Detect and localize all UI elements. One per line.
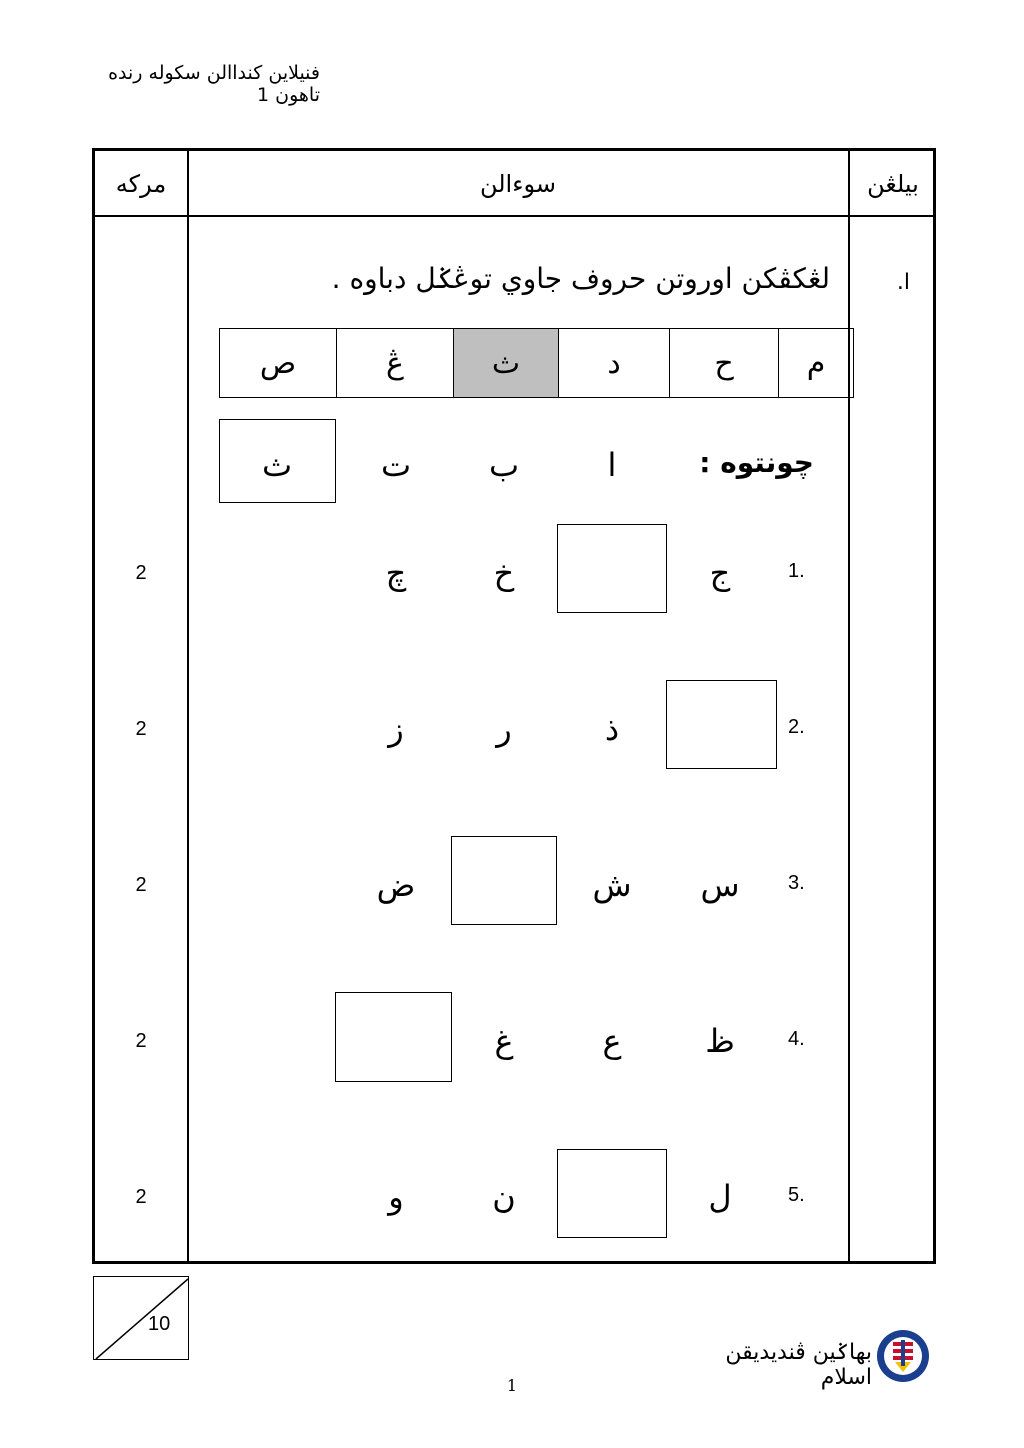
question-header: سوءالن (479, 170, 557, 198)
example-answer-letter: ث (261, 446, 293, 484)
question-letter: غ (494, 1022, 514, 1060)
letter-bank-cell: م (779, 329, 854, 398)
answer-box[interactable] (451, 836, 557, 925)
letter-bank-cell: ڠ (337, 329, 454, 398)
question-number: 5. (788, 1184, 805, 1206)
total-score-box[interactable] (93, 1276, 189, 1360)
question-letter: ظ (705, 1022, 735, 1060)
question-letter: ض (376, 866, 416, 904)
question-letter: چ (385, 554, 407, 592)
answer-box[interactable] (335, 992, 452, 1082)
ministry-emblem-icon (875, 1328, 931, 1384)
header-divider (93, 215, 935, 217)
question-mark: 2 (135, 1030, 147, 1052)
section-number: ا. (896, 270, 910, 295)
question-letter: و (388, 1178, 404, 1216)
department-logo-text: بهاݢين ڤنديديقن اسلام (725, 1340, 872, 1390)
example-label: چونتوه : (699, 446, 814, 479)
letter-bank-cell: ح (670, 329, 779, 398)
score-diagonal (94, 1277, 189, 1360)
number-header: بيلڠن (867, 170, 919, 198)
question-mark: 2 (135, 874, 147, 896)
question-letter: ع (602, 1022, 622, 1060)
question-number: 1. (788, 560, 805, 582)
letter-bank-cell: ص (220, 329, 337, 398)
page-number: 1 (506, 1376, 518, 1395)
example-letter: ا (607, 446, 617, 484)
question-letter: ن (492, 1178, 516, 1216)
number-column-divider (848, 149, 850, 1263)
question-letter: ذ (604, 710, 620, 748)
question-letter: س (700, 866, 740, 904)
answer-box[interactable] (557, 1149, 667, 1238)
total-marks: 10 (148, 1313, 171, 1335)
question-mark: 2 (135, 562, 147, 584)
question-number: 2. (788, 716, 805, 738)
question-letter: ج (709, 554, 731, 592)
question-number: 4. (788, 1028, 805, 1050)
question-letter: ز (388, 710, 404, 748)
question-number: 3. (788, 872, 805, 894)
question-letter: ش (592, 866, 632, 904)
example-letter: ت (380, 446, 412, 484)
question-mark: 2 (135, 1186, 147, 1208)
answer-box[interactable] (557, 524, 667, 613)
question-letter: خ (493, 554, 515, 592)
question-letter: ر (496, 710, 512, 748)
question-letter: ل (708, 1178, 732, 1216)
instruction-text: لڠكڤكن اوروتن حروف جاوي توڠݢل دباوه . (331, 262, 830, 295)
worksheet-table (92, 148, 936, 1264)
marks-column-divider (187, 149, 189, 1263)
question-mark: 2 (135, 718, 147, 740)
marks-header: مركه (115, 170, 167, 198)
page-header: فنيلاين كنداالن سكوله رنده تاهون 1 (108, 62, 320, 106)
letter-bank (219, 328, 854, 398)
example-letter: ب (488, 446, 520, 484)
answer-box[interactable] (666, 680, 777, 769)
letter-bank-cell: د (559, 329, 670, 398)
letter-bank-cell-highlighted: ث (454, 329, 559, 398)
